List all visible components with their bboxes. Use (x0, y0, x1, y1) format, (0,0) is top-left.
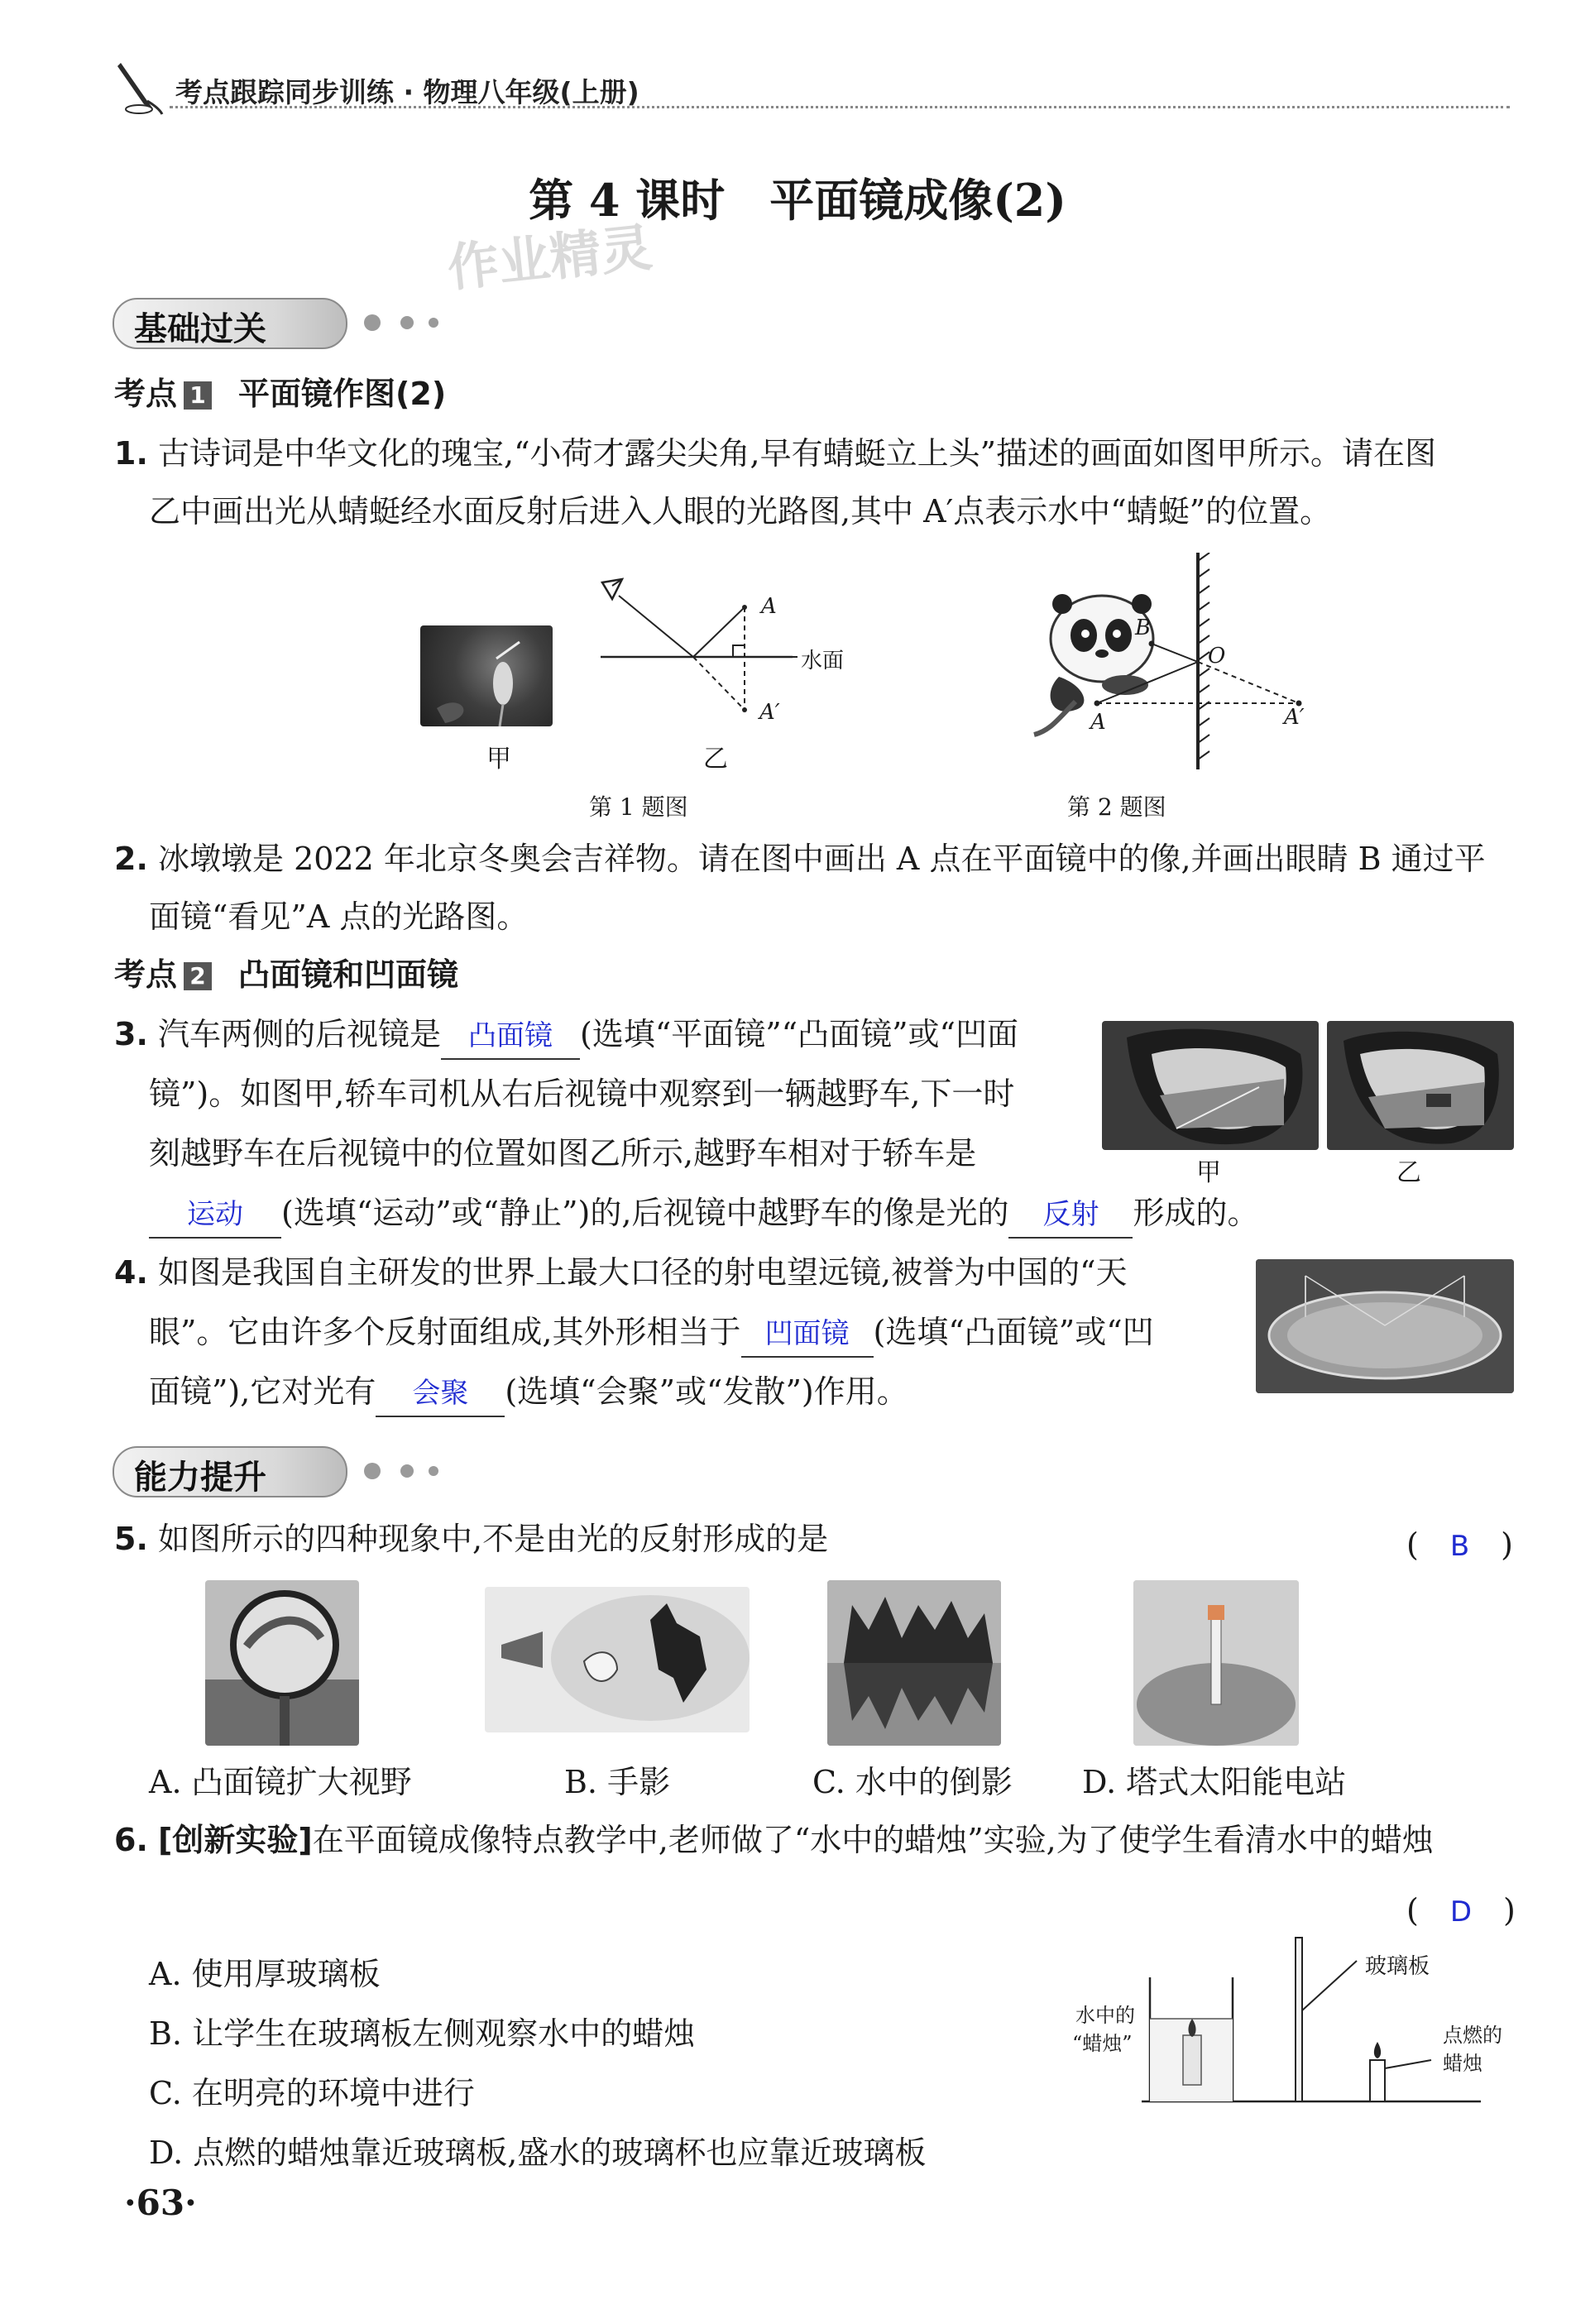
kaodian-number: 1 (184, 381, 212, 410)
header-dotted-rule (170, 106, 1510, 108)
decor-dot (429, 1466, 438, 1476)
answer-choice: B (1449, 1530, 1470, 1563)
decor-dot (400, 1464, 414, 1478)
q5-answer-paren: ( B ) (1406, 1526, 1513, 1563)
decor-dot (364, 314, 381, 331)
glass-label-leader (1302, 1961, 1357, 2010)
question-text: (选填“平面镜”“凸面镜”或“凹面 (580, 1016, 1018, 1052)
q4-line1 (114, 1243, 1128, 1302)
q2-point-A-label: A (1090, 710, 1106, 735)
header-pen-icon (114, 58, 164, 116)
q3-mirror-photo-yi (1327, 1021, 1514, 1150)
question-text: 古诗词是中华文化的瑰宝,“小荷才露尖尖角,早有蜻蜓立上头”描述的画面如图甲所示。请在图 (157, 435, 1437, 472)
q6-lit-candle-label-2: 蜡烛 (1443, 2052, 1482, 2075)
answer-text: 凸面镜 (468, 1019, 553, 1052)
question-tag: [创新实验] (157, 1822, 313, 1858)
kaodian-label: 考点 (114, 376, 178, 412)
kaodian-title: 平面镜作图(2) (238, 376, 447, 412)
point-A (742, 605, 747, 610)
q2-line1 (114, 829, 1486, 889)
q6-water-candle-label-2: “蜡烛” (1072, 2032, 1133, 2055)
q3-line2: 镜”)。如图甲,轿车司机从右后视镜中观察到一辆越野车,下一时 (149, 1076, 1015, 1112)
q1-dragonfly-photo (420, 625, 553, 726)
q6-answer-paren: ( D ) (1406, 1892, 1516, 1929)
q5-option-a-photo (205, 1580, 359, 1746)
q3-mirror-photo-jia (1102, 1021, 1319, 1150)
kaodian-2-heading (114, 945, 458, 1004)
question-text: 如图所示的四种现象中,不是由光的反射形成的是 (157, 1521, 829, 1557)
question-number: 5. (114, 1521, 148, 1557)
question-text: (选填“凸面镜”或“凹 (873, 1314, 1154, 1350)
question-text: 形成的。 (1133, 1195, 1259, 1231)
q3-label-jia: 甲 (1196, 1158, 1221, 1187)
q5-option-d-photo (1133, 1580, 1299, 1746)
q3-line4 (149, 1183, 1258, 1243)
decor-dot (364, 1463, 381, 1479)
q5-option-c-photo (827, 1580, 1001, 1746)
q6-line (114, 1810, 1434, 1870)
lit-candle-icon (1370, 2042, 1385, 2101)
q3-line1 (114, 1004, 1018, 1064)
page-number: ·63· (124, 2183, 197, 2223)
q4-fast-telescope-photo (1256, 1259, 1514, 1393)
q1-point-A-prime-label: A′ (759, 700, 780, 725)
q1-line2: 乙中画出光从蜻蜓经水面反射后进入人眼的光路图,其中 A′点表示水中“蜻蜓”的位置。 (149, 493, 1332, 529)
q2-figure-caption: 第 2 题图 (1067, 793, 1166, 821)
q4-line3 (149, 1362, 908, 1421)
kaodian-title: 凸面镜和凹面镜 (238, 956, 459, 993)
question-text: (选填“会聚”或“发散”)作用。 (505, 1373, 908, 1410)
q6-glass-label: 玻璃板 (1365, 1954, 1430, 1979)
q2-diagram (1026, 553, 1324, 776)
section-advanced-label: 能力提升 (134, 1459, 266, 1497)
q1-point-A-label: A (761, 594, 777, 619)
q1-virtual-ray (693, 657, 745, 710)
question-text: 眼”。它由许多个反射面组成,其外形相当于 (149, 1314, 741, 1350)
question-number: 3. (114, 1016, 148, 1052)
q1-reflected-ray (693, 607, 745, 657)
point-A (1094, 701, 1100, 707)
kaodian-1-heading (114, 364, 446, 424)
answer-blank[interactable] (441, 1012, 580, 1060)
q4-line2 (149, 1302, 1154, 1362)
q6-water-candle-label-1: 水中的 (1075, 2004, 1135, 2027)
answer-blank[interactable] (1008, 1191, 1133, 1239)
question-number: 4. (114, 1254, 148, 1291)
section-basic-banner (113, 298, 347, 349)
answer-blank[interactable] (741, 1310, 874, 1358)
answer-text: 反射 (1042, 1198, 1099, 1231)
section-advanced-banner (113, 1446, 347, 1497)
watermark: 作业精灵 (444, 217, 655, 299)
question-text: 面镜”),它对光有 (149, 1373, 376, 1410)
q6-lit-candle-label-1: 点燃的 (1443, 2024, 1502, 2047)
lit-label-leader (1385, 2060, 1431, 2068)
header-series-title: 考点跟踪同步训练 · 物理八年级(上册) (175, 76, 639, 108)
right-angle-mark (733, 645, 745, 657)
q1-label-jia: 甲 (486, 745, 511, 774)
section-basic-label: 基础过关 (134, 310, 266, 348)
q1-incident-ray (619, 596, 693, 657)
q3-line3: 刻越野车在后视镜中的位置如图乙所示,越野车相对于轿车是 (149, 1135, 977, 1172)
question-number: 1. (114, 435, 148, 472)
q1-figure-caption: 第 1 题图 (589, 793, 688, 821)
answer-text: 凹面镜 (764, 1317, 850, 1350)
question-text: 在平面镜成像特点教学中,老师做了“水中的蜡烛”实验,为了使学生看清水中的蜡烛 (312, 1822, 1434, 1858)
q5-option-b-photo (485, 1587, 750, 1732)
question-text: 冰墩墩是 2022 年北京冬奥会吉祥物。请在图中画出 A 点在平面镜中的像,并画出眼睛 B 通过平 (157, 841, 1486, 877)
q2-point-B-label: B (1135, 616, 1152, 640)
answer-blank[interactable] (149, 1191, 281, 1239)
q3-label-yi: 乙 (1396, 1158, 1421, 1187)
question-text: 汽车两侧的后视镜是 (157, 1016, 441, 1052)
q5-option-c[interactable]: C. 水中的倒影 (812, 1764, 1013, 1800)
kaodian-number: 2 (184, 962, 212, 990)
q2-line2: 面镜“看见”A 点的光路图。 (149, 898, 529, 935)
question-number: 2. (114, 841, 148, 877)
q1-line1 (114, 424, 1436, 483)
q1-label-yi: 乙 (703, 745, 728, 774)
answer-choice: D (1449, 1895, 1473, 1929)
q6-option-c[interactable]: C. 在明亮的环境中进行 (149, 2075, 475, 2111)
q6-option-b[interactable]: B. 让学生在玻璃板左侧观察水中的蜡烛 (149, 2015, 696, 2052)
q5-option-b[interactable]: B. 手影 (564, 1764, 671, 1800)
glass-plate (1296, 1938, 1302, 2101)
answer-text: 运动 (187, 1198, 243, 1231)
decor-dot (400, 316, 414, 329)
question-number: 6. (114, 1822, 148, 1858)
decor-dot (429, 318, 438, 328)
point-A-prime (742, 707, 747, 712)
q2-point-A-prime-label: A′ (1284, 705, 1305, 730)
q2-reflected-ray (1152, 644, 1198, 662)
answer-blank[interactable] (376, 1369, 505, 1417)
question-text: 如图是我国自主研发的世界上最大口径的射电望远镜,被誉为中国的“天 (157, 1254, 1128, 1291)
question-text: (选填“运动”或“静止”)的,后视镜中越野车的像是光的 (281, 1195, 1009, 1231)
q5-line (114, 1509, 828, 1569)
point-B (1149, 641, 1155, 647)
q1-water-label: 水面 (801, 649, 845, 673)
q2-point-O-label: O (1208, 644, 1226, 668)
q5-option-a[interactable]: A. 凸面镜扩大视野 (149, 1764, 412, 1800)
q5-option-d[interactable]: D. 塔式太阳能电站 (1082, 1764, 1347, 1800)
answer-text: 会聚 (412, 1377, 469, 1410)
kaodian-label: 考点 (114, 956, 178, 993)
q6-option-a[interactable]: A. 使用厚玻璃板 (149, 1956, 381, 1992)
page-title: 第 4 课时 平面镜成像(2) (529, 174, 1066, 227)
q6-option-d[interactable]: D. 点燃的蜡烛靠近玻璃板,盛水的玻璃杯也应靠近玻璃板 (149, 2135, 927, 2171)
